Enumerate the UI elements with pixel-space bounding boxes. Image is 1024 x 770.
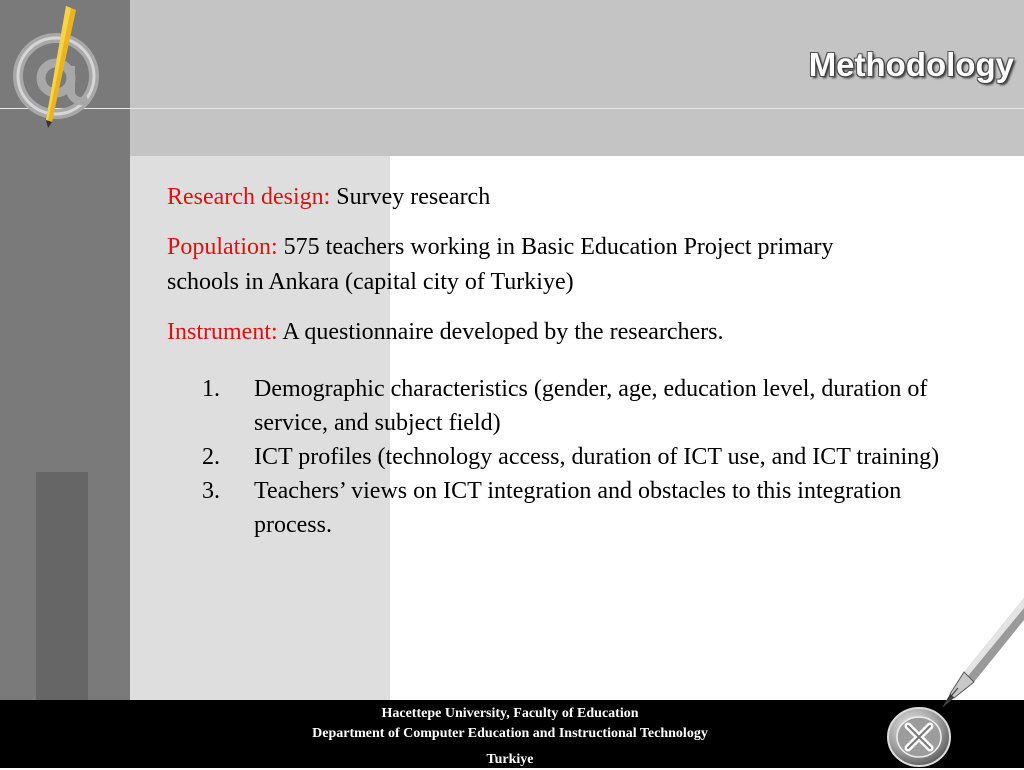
- instrument-label: Instrument:: [167, 319, 278, 345]
- population-label: Population:: [167, 234, 278, 260]
- list-item-number: 1.: [202, 376, 220, 402]
- footer: [0, 700, 1024, 768]
- footer-text: [0, 704, 1020, 770]
- research-design-item: [167, 180, 987, 215]
- list-item: [167, 372, 974, 440]
- population-text: 575 teachers working in Basic Education Project primary schools in Ankara (capital city of Turkiye): [167, 234, 834, 295]
- instrument-item: [167, 315, 987, 350]
- list-item-number: 3.: [202, 478, 220, 504]
- footer-country: Turkiye: [486, 752, 534, 767]
- slide-content: [167, 180, 987, 542]
- close-icon[interactable]: [886, 705, 952, 767]
- research-design-label: Research design:: [167, 184, 331, 210]
- instrument-sections-list: [167, 372, 987, 542]
- left-sidebar-accent: [36, 472, 88, 700]
- fountain-pen-icon: [940, 598, 1024, 710]
- list-item: [167, 474, 974, 542]
- list-item-text: Teachers’ views on ICT integration and obstacles to this integration process.: [254, 478, 902, 538]
- instrument-text: A questionnaire developed by the researchers.: [277, 319, 724, 345]
- title-divider: [0, 108, 1024, 109]
- research-design-text: Survey research: [330, 184, 491, 210]
- population-item: [167, 230, 867, 300]
- list-item-text: ICT profiles (technology access, duration of ICT use, and ICT training): [254, 444, 940, 470]
- list-item: [167, 440, 974, 474]
- list-item-number: 2.: [202, 444, 220, 470]
- footer-department: Department of Computer Education and Instructional Technology: [312, 726, 708, 741]
- footer-university: Hacettepe University, Faculty of Education: [381, 706, 639, 721]
- at-sign-pencil-logo-icon: [8, 4, 112, 128]
- slide-title: Methodology: [808, 46, 1014, 83]
- list-item-text: Demographic characteristics (gender, age, education level, duration of service, and subject field): [254, 376, 928, 436]
